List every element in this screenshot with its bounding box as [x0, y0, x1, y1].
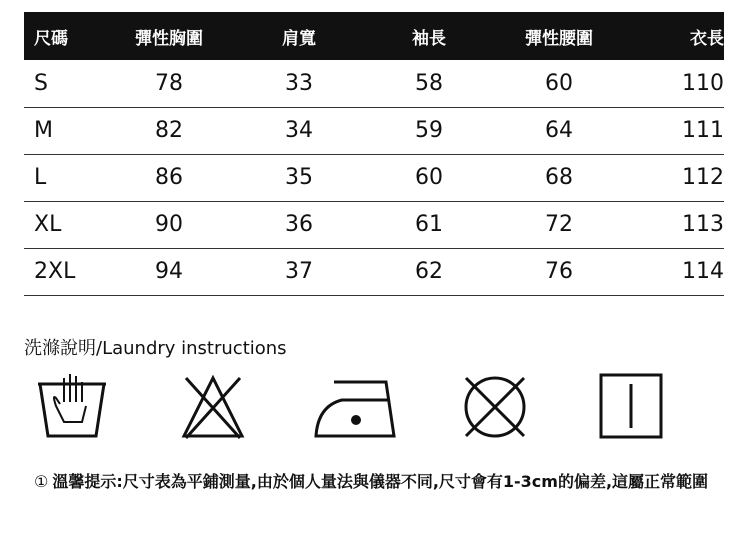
hand-wash-icon [34, 372, 114, 442]
table-row [24, 107, 724, 154]
cell-sleeve: 62 [415, 259, 443, 284]
note-text: 溫馨提示:尺寸表為平鋪測量,由於個人量法與儀器不同,尺寸會有1-3cm的偏差,這屬正常範圍 [52, 472, 709, 491]
cell-size: M [34, 118, 53, 143]
table-row [24, 201, 724, 248]
cell-sleeve: 61 [415, 212, 443, 237]
do-not-tumble-dry-icon [460, 372, 530, 442]
cell-size: 2XL [34, 259, 76, 284]
cell-chest: 86 [155, 165, 183, 190]
cell-length: 114 [682, 259, 724, 284]
cell-sleeve: 58 [415, 70, 443, 96]
table-row [24, 60, 724, 107]
table-row [24, 248, 724, 295]
cell-chest: 90 [155, 212, 183, 237]
cell-size: S [34, 70, 48, 96]
size-table [24, 12, 724, 296]
line-dry-icon [598, 372, 666, 442]
cell-waist: 76 [545, 259, 573, 284]
header-length: 衣長 [690, 28, 724, 49]
measurement-note [34, 466, 724, 497]
cell-length: 110 [682, 70, 724, 96]
cell-chest: 78 [155, 70, 183, 96]
table-header-row [24, 12, 724, 60]
cell-shoulder: 37 [285, 259, 313, 284]
cell-length: 113 [682, 212, 724, 237]
info-icon: ① [34, 472, 49, 491]
header-shoulder: 肩寬 [282, 28, 316, 49]
header-size: 尺碼 [34, 28, 68, 49]
cell-shoulder: 33 [285, 70, 313, 96]
table-row [24, 154, 724, 201]
do-not-bleach-icon [178, 372, 248, 442]
cell-length: 111 [682, 118, 724, 143]
header-chest: 彈性胸圍 [135, 28, 203, 49]
cell-shoulder: 34 [285, 118, 313, 143]
header-waist: 彈性腰圍 [525, 28, 593, 49]
cell-sleeve: 60 [415, 165, 443, 190]
cell-chest: 82 [155, 118, 183, 143]
cell-waist: 72 [545, 212, 573, 237]
cell-waist: 68 [545, 165, 573, 190]
cell-chest: 94 [155, 259, 183, 284]
header-sleeve: 袖長 [412, 28, 446, 49]
cell-size: L [34, 165, 47, 190]
laundry-title: 洗滌說明/Laundry instructions [24, 338, 287, 359]
cell-shoulder: 35 [285, 165, 313, 190]
cell-waist: 60 [545, 70, 573, 96]
cell-sleeve: 59 [415, 118, 443, 143]
iron-low-heat-icon [312, 372, 404, 442]
cell-shoulder: 36 [285, 212, 313, 237]
cell-length: 112 [682, 165, 724, 190]
cell-size: XL [34, 212, 62, 237]
cell-waist: 64 [545, 118, 573, 143]
